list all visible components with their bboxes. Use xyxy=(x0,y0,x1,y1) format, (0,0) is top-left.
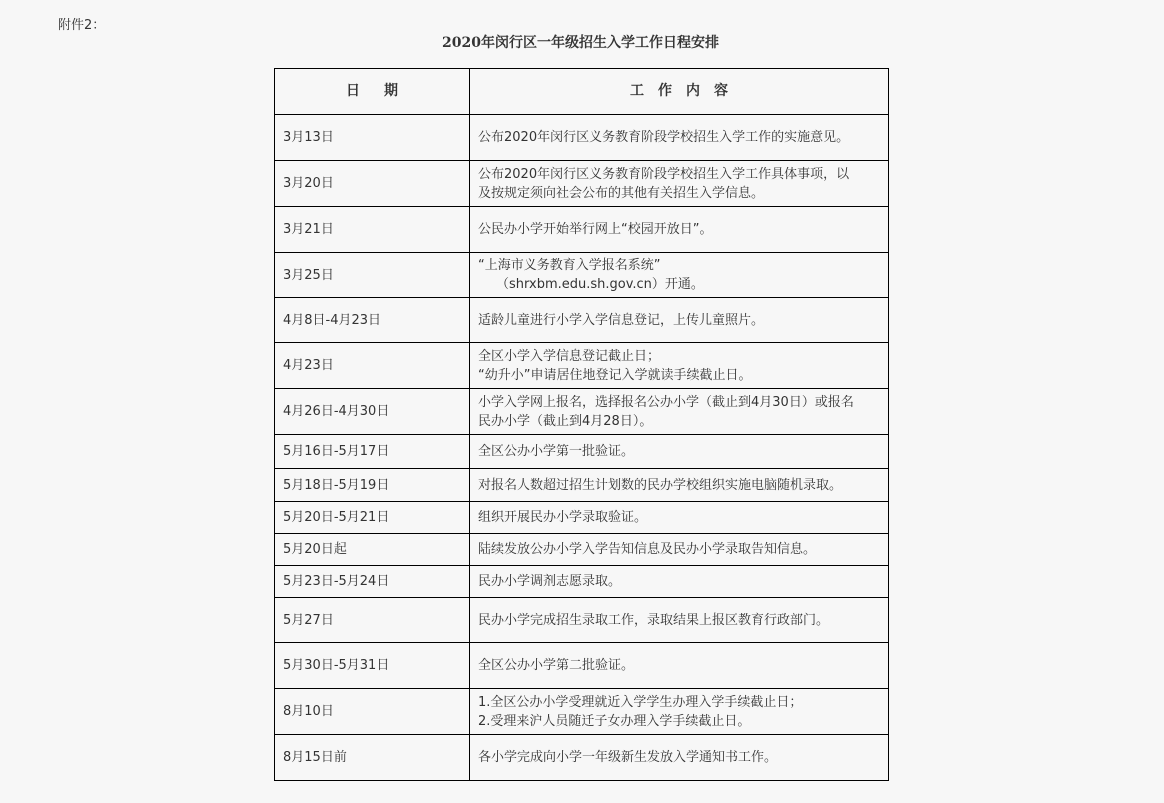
table-row xyxy=(275,534,889,566)
table-row xyxy=(275,115,889,161)
work-content-line: 陆续发放公办小学入学告知信息及民办小学录取告知信息。 xyxy=(478,542,817,557)
work-content-line: 及按规定须向社会公布的其他有关招生入学信息。 xyxy=(478,185,765,201)
table-row xyxy=(275,161,889,207)
row-work-content xyxy=(470,689,889,735)
row-date: 5月20日起 xyxy=(275,534,470,566)
schedule-body xyxy=(275,115,889,781)
table-row xyxy=(275,643,889,689)
page-title: 2020年闵行区一年级招生入学工作日程安排 xyxy=(442,35,719,51)
schedule-table xyxy=(274,68,889,781)
row-date: 3月21日 xyxy=(275,207,470,253)
row-work-content xyxy=(470,435,889,469)
row-work-content xyxy=(470,207,889,253)
table-row xyxy=(275,343,889,389)
row-date: 3月20日 xyxy=(275,161,470,207)
work-content-line: 全区小学入学信息登记截止日； xyxy=(478,348,661,364)
row-date: 5月16日-5月17日 xyxy=(275,435,470,469)
work-content-line: 各小学完成向小学一年级新生发放入学通知书工作。 xyxy=(478,750,778,765)
work-content-line: 民办小学完成招生录取工作，录取结果上报区教育行政部门。 xyxy=(478,612,830,628)
work-content-line: 民办小学调剂志愿录取。 xyxy=(478,574,622,589)
work-content-line: 2.受理来沪人员随迁子女办理入学手续截止日。 xyxy=(478,713,751,729)
table-row xyxy=(275,389,889,435)
work-content-line: 全区公办小学第二批验证。 xyxy=(478,658,635,673)
table-row xyxy=(275,502,889,534)
row-date: 4月23日 xyxy=(275,343,470,389)
row-work-content xyxy=(470,469,889,502)
work-content-line: （shrxbm.edu.sh.gov.cn）开通。 xyxy=(496,277,704,292)
table-row xyxy=(275,598,889,643)
row-date: 8月15日前 xyxy=(275,735,470,781)
attachment-label: 附件2： xyxy=(58,18,106,33)
row-work-content xyxy=(470,566,889,598)
table-row xyxy=(275,689,889,735)
work-content-line: 全区公办小学第一批验证。 xyxy=(478,444,635,459)
work-content-line: 公布2020年闵行区义务教育阶段学校招生入学工作的实施意见。 xyxy=(478,130,850,145)
work-content-line: “上海市义务教育入学报名系统” xyxy=(478,258,661,273)
work-content-line: 民办小学（截止到4月28日）。 xyxy=(478,413,653,429)
row-date: 3月13日 xyxy=(275,115,470,161)
row-work-content xyxy=(470,598,889,643)
row-date: 4月26日-4月30日 xyxy=(275,389,470,435)
table-row xyxy=(275,435,889,469)
header-work-content: 工作内容 xyxy=(470,69,889,115)
row-work-content xyxy=(470,161,889,207)
work-content-line: 组织开展民办小学录取验证。 xyxy=(478,510,648,525)
row-work-content xyxy=(470,253,889,298)
work-content-line: “幼升小”申请居住地登记入学就读手续截止日。 xyxy=(478,367,752,383)
table-header-row xyxy=(275,69,889,115)
table-row xyxy=(275,566,889,598)
work-content-line: 1.全区公办小学受理就近入学学生办理入学手续截止日； xyxy=(478,694,803,710)
work-content-line: 对报名人数超过招生计划数的民办学校组织实施电脑随机录取。 xyxy=(478,477,843,493)
row-work-content xyxy=(470,343,889,389)
row-work-content xyxy=(470,534,889,566)
row-work-content xyxy=(470,298,889,343)
table-row xyxy=(275,298,889,343)
table-row xyxy=(275,207,889,253)
row-work-content xyxy=(470,115,889,161)
work-content-line: 公布2020年闵行区义务教育阶段学校招生入学工作具体事项，以 xyxy=(478,166,850,182)
table-row xyxy=(275,253,889,298)
work-content-line: 小学入学网上报名，选择报名公办小学（截止到4月30日）或报名 xyxy=(478,394,854,410)
row-date: 5月18日-5月19日 xyxy=(275,469,470,502)
row-date: 3月25日 xyxy=(275,253,470,298)
row-date: 4月8日-4月23日 xyxy=(275,298,470,343)
work-content-line: 适龄儿童进行小学入学信息登记，上传儿童照片。 xyxy=(478,312,765,328)
row-date: 8月10日 xyxy=(275,689,470,735)
header-date: 日期 xyxy=(275,69,470,115)
row-work-content xyxy=(470,735,889,781)
row-date: 5月30日-5月31日 xyxy=(275,643,470,689)
row-date: 5月23日-5月24日 xyxy=(275,566,470,598)
work-content-line: 公民办小学开始举行网上“校园开放日”。 xyxy=(478,222,713,237)
row-date: 5月27日 xyxy=(275,598,470,643)
table-row xyxy=(275,735,889,781)
row-work-content xyxy=(470,643,889,689)
row-work-content xyxy=(470,502,889,534)
table-row xyxy=(275,469,889,502)
row-work-content xyxy=(470,389,889,435)
row-date: 5月20日-5月21日 xyxy=(275,502,470,534)
